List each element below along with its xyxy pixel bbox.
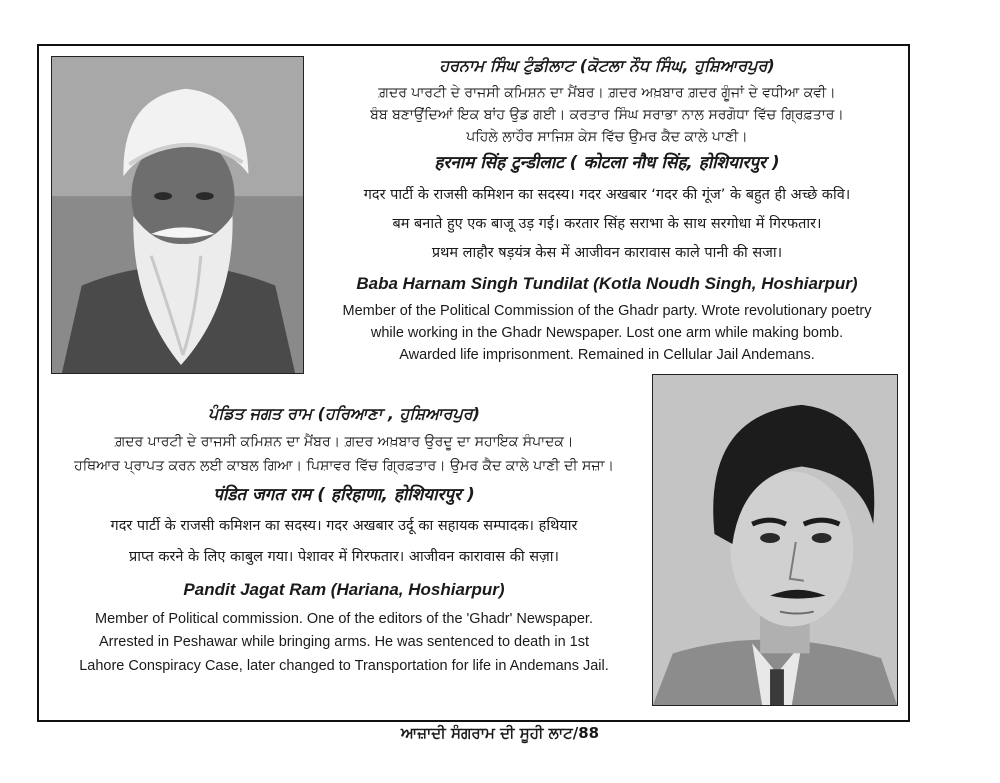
harnam-punjabi-line-1: ਗ਼ਦਰ ਪਾਰਟੀ ਦੇ ਰਾਜਸੀ ਕਮਿਸ਼ਨ ਦਾ ਮੈਂਬਰ। ਗ਼ਦਰ ਅਖ਼ਬਾਰ ਗ਼ਦਰ ਗੂੰਜਾਂ ਦੇ ਵਧੀਆ ਕਵੀ। [378,85,836,101]
harnam-hindi-line-3: प्रथम लाहौर षड़यंत्र केस में आजीवन कारावास काले पानी की सजा। [431,245,783,261]
jagat-punjabi-line-1: ਗ਼ਦਰ ਪਾਰਟੀ ਦੇ ਰਾਜਸੀ ਕਮਿਸ਼ਨ ਦਾ ਮੈਂਬਰ। ਗ਼ਦਰ ਅਖ਼ਬਾਰ ਉਰਦੂ ਦਾ ਸਹਾਇਕ ਸੰਪਾਦਕ। [114,434,574,450]
jagat-hindi-line-2: प्राप्त करने के लिए काबुल गया। पेशावर में गिरफतार। आजीवन कारावास की सज़ा। [128,549,560,565]
jagat-english-line-3: Lahore Conspiracy Case, later changed to Transportation for life in Andemans Jail. [79,658,609,674]
harnam-hindi-line-2: बम बनाते हुए एक बाजू उड़ गई। करतार सिंह सराभा के साथ सरगोधा में गिरफतार। [392,216,822,232]
portrait-harnam-singh [51,56,304,374]
harnam-english-line-2: while working in the Ghadr Newspaper. Lost one arm while making bomb. [370,325,844,341]
portrait-jagat-ram [652,374,898,706]
harnam-hindi-line-1: गदर पार्टी के राजसी कमिशन का सदस्य। गदर अखबार ‘गदर की गूंज’ के बहुत ही अच्छे कवि। [363,187,851,203]
jagat-hindi-line-1: गदर पार्टी के राजसी कमिशन का सदस्य। गदर अखबार उर्दू का सहायक सम्पादक। हथियार [110,518,578,534]
harnam-punjabi-line-2: ਬੰਬ ਬਣਾਉਂਦਿਆਂ ਇਕ ਬਾਂਹ ਉਡ ਗਈ। ਕਰਤਾਰ ਸਿੰਘ ਸਰਾਭਾ ਨਾਲ ਸਰਗੋਧਾ ਵਿੱਚ ਗ੍ਰਿਫ਼ਤਾਰ। [370,107,844,123]
jagat-english-line-1: Member of Political commission. One of the editors of the 'Ghadr' Newspaper. [95,611,593,627]
jagat-punjabi-line-2: ਹਥਿਆਰ ਪ੍ਰਾਪਤ ਕਰਨ ਲਈ ਕਾਬਲ ਗਿਆ। ਪਿਸ਼ਾਵਰ ਵਿੱਚ ਗ੍ਰਿਫ਼ਤਾਰ। ਉਮਰ ਕੈਦ ਕਾਲੇ ਪਾਣੀ ਦੀ ਸਜ਼ਾ। [74,458,614,474]
page-footer: ਆਜ਼ਾਦੀ ਸੰਗਰਾਮ ਦੀ ਸੂਹੀ ਲਾਟ/88 [400,724,600,742]
jagat-heading-english: Pandit Jagat Ram (Hariana, Hoshiarpur) [183,580,505,599]
jagat-heading-punjabi: ਪੰਡਿਤ ਜਗਤ ਰਾਮ (ਹਰਿਆਣਾ , ਹੁਸ਼ਿਆਰਪੁਰ) [207,404,480,423]
harnam-heading-hindi: हरनाम सिंह टुन्डीलाट ( कोटला नौध सिंह, होशियारपुर ) [434,153,780,173]
harnam-english-line-1: Member of the Political Commission of the Ghadr party. Wrote revolutionary poetry [342,303,872,319]
jagat-heading-hindi: पंडित जगत राम ( हरिहाणा, होशियारपुर ) [213,485,475,505]
harnam-punjabi-line-3: ਪਹਿਲੇ ਲਾਹੌਰ ਸਾਜਿਸ਼ ਕੇਸ ਵਿੱਚ ਉਮਰ ਕੈਦ ਕਾਲੇ ਪਾਣੀ। [466,129,748,145]
harnam-heading-punjabi: ਹਰਨਾਮ ਸਿੰਘ ਟੁੰਡੀਲਾਟ (ਕੋਟਲਾ ਨੌਧ ਸਿੰਘ, ਹੁਸ਼ਿਆਰਪੁਰ) [439,56,775,75]
harnam-heading-english: Baba Harnam Singh Tundilat (Kotla Noudh Singh, Hoshiarpur) [356,274,858,293]
jagat-english-line-2: Arrested in Peshawar while bringing arms. He was sentenced to death in 1st [98,634,590,650]
harnam-english-line-3: Awarded life imprisonment. Remained in Cellular Jail Andemans. [399,347,815,363]
